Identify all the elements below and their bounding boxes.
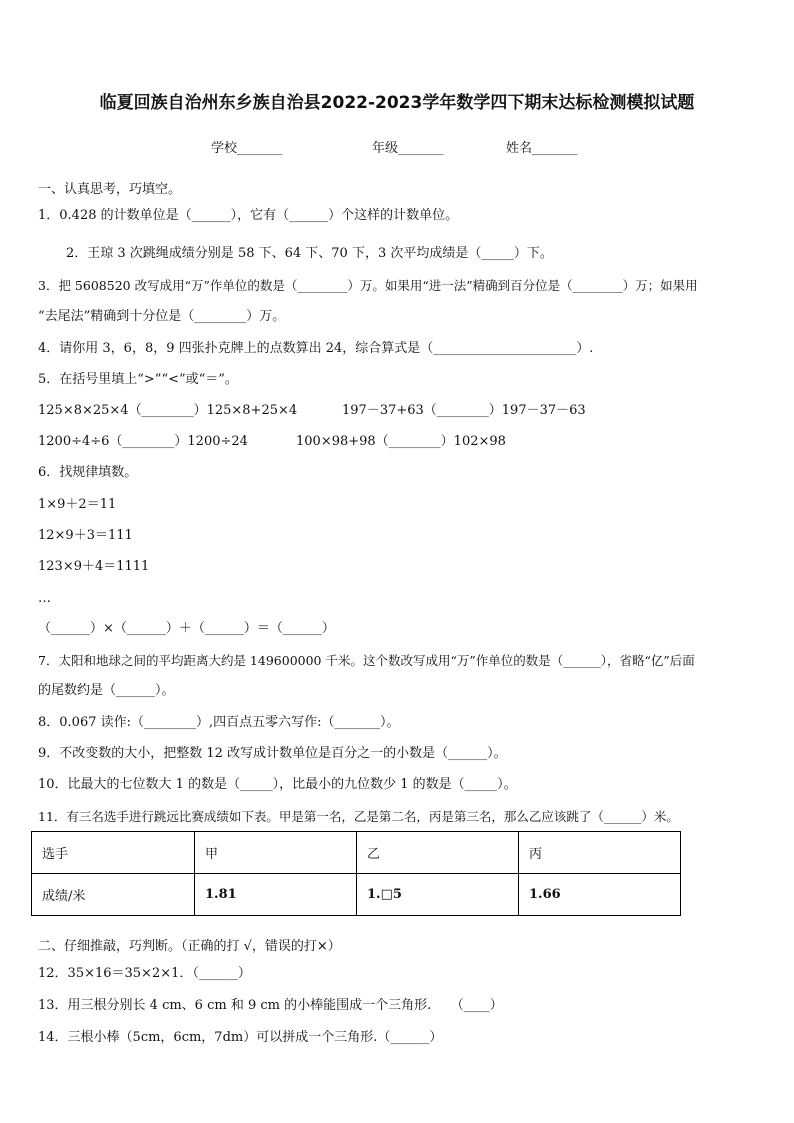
page-title: 临夏回族自治州东乡族自治县2022-2023学年数学四下期末达标检测模拟试题: [99, 93, 695, 113]
question-3-line-2: “去尾法”精确到十分位是（________）万。: [38, 309, 286, 324]
section-1-heading: 一、认真思考，巧填空。: [38, 182, 182, 197]
grade-field[interactable]: 年级_______: [372, 141, 444, 156]
question-3-line-1: 3．把 5608520 改写成用“万”作单位的数是（________）万。如果用“进一法”精确到百分位是（________）万；如果用: [38, 278, 698, 293]
question-5: 5．在括号里填上“>”“<”或“＝”。: [38, 372, 238, 387]
question-6: 6．找规律填数。: [38, 465, 138, 480]
section-2-heading: 二、仔细推敲，巧判断。（正确的打 √，错误的打×）: [38, 939, 341, 954]
question-1: 1．0.428 的计数单位是（______），它有（______）个这样的计数单位。: [38, 208, 459, 223]
table-cell: 成绩/米: [32, 874, 195, 916]
question-13: 13．用三根分别长 4 cm、6 cm 和 9 cm 的小棒能围成一个三角形. （____）: [38, 998, 503, 1013]
table-cell: 甲: [195, 832, 357, 874]
question-12: 12．35×16＝35×2×1．（______）: [38, 966, 251, 981]
results-table: [31, 831, 681, 916]
question-10: 10．比最大的七位数大 1 的数是（_____），比最小的九位数少 1 的数是（_____）。: [38, 777, 517, 792]
table-row: [32, 874, 681, 916]
question-5-expr-d: 100×98+98（________）102×98: [296, 434, 506, 449]
question-7-line-2: 的尾数约是（______）。: [38, 683, 175, 698]
question-6-row-5: （______）×（______）＋（______）＝（______）: [38, 621, 335, 636]
table-cell: 1.66: [519, 874, 681, 916]
question-4: 4．请你用 3，6，8，9 四张扑克牌上的点数算出 24，综合算式是（______________________）.: [38, 341, 594, 356]
name-field[interactable]: 姓名_______: [506, 141, 578, 156]
question-14: 14．三根小棒（5cm，6cm，7dm）可以拼成一个三角形.（______）: [38, 1030, 443, 1045]
question-8: 8．0.067 读作:（________）,四百点五零六写作:（_______）。: [38, 715, 400, 730]
question-5-expr-a: 125×8×25×4（________）125×8+25×4: [38, 403, 298, 418]
question-6-row-4: …: [38, 591, 51, 606]
table-cell: 1.81: [195, 874, 357, 916]
table-cell: 丙: [519, 832, 681, 874]
question-7-line-1: 7．太阳和地球之间的平均距离大约是 149600000 千米。这个数改写成用“万”作单位的数是（______），省略“亿”后面: [38, 653, 695, 668]
question-9: 9．不改变数的大小，把整数 12 改写成计数单位是百分之一的小数是（______）。: [38, 746, 507, 761]
question-6-row-3: 123×9＋4＝1111: [38, 559, 150, 574]
question-6-row-1: 1×9＋2＝11: [38, 497, 117, 512]
question-5-expr-c: 1200÷4÷6（________）1200÷24: [38, 434, 248, 449]
table-cell: 1.□5: [357, 874, 519, 916]
question-6-row-2: 12×9＋3＝111: [38, 528, 133, 543]
question-11: 11．有三名选手进行跳远比赛成绩如下表。甲是第一名，乙是第二名，丙是第三名，那么乙应该跳了（______）米。: [38, 809, 679, 824]
question-5-expr-b: 197－37+63（________）197－37－63: [342, 403, 586, 418]
table-cell: 选手: [32, 832, 195, 874]
table-row: [32, 832, 681, 874]
question-2: 2．王琼 3 次跳绳成绩分别是 58 下、64 下、70 下，3 次平均成绩是（_____）下。: [66, 246, 553, 261]
table-cell: 乙: [357, 832, 519, 874]
school-field[interactable]: 学校_______: [211, 141, 283, 156]
